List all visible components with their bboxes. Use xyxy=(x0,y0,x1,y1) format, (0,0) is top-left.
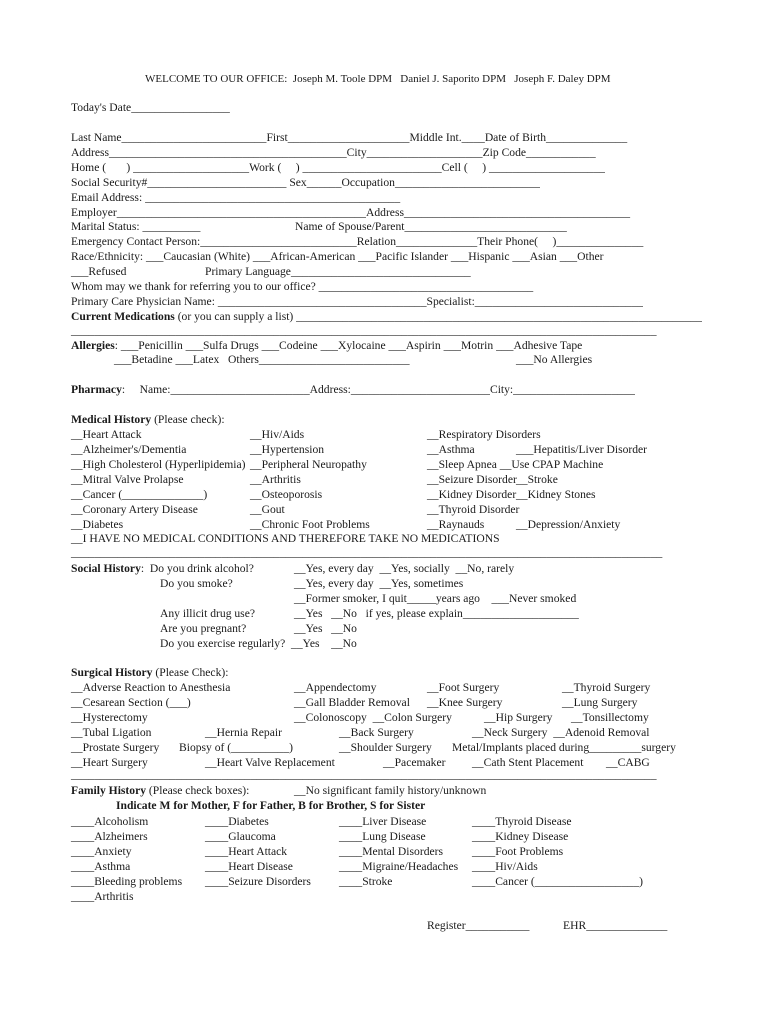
smoke-options[interactable]: __Yes, every day __Yes, sometimes xyxy=(294,577,464,590)
family-history-item[interactable]: ____Cancer (__________________) xyxy=(472,875,643,888)
office-header: WELCOME TO OUR OFFICE: Joseph M. Toole DPM Daniel J. Saporito DPM Joseph F. Daley DPM xyxy=(145,73,611,85)
surgical-history-item[interactable]: __Cath Stent Placement xyxy=(472,756,584,769)
surgical-history-item[interactable]: __Tubal Ligation xyxy=(71,726,152,739)
family-history-item[interactable]: ____Heart Attack xyxy=(205,845,288,858)
exercise-question[interactable]: Do you exercise regularly? __Yes __No xyxy=(160,637,357,650)
medical-history-item[interactable]: __Diabetes xyxy=(71,518,124,531)
register-field[interactable]: Register___________ xyxy=(427,919,530,932)
medical-history-item[interactable]: __Hiv/Aids xyxy=(250,428,305,441)
surgical-history-item[interactable]: __Hip Surgery xyxy=(484,711,553,724)
medical-history-item[interactable]: __Stroke xyxy=(516,473,558,486)
surgical-history-item[interactable]: __Appendectomy xyxy=(294,681,377,694)
medications-field[interactable]: (or you can supply a list) ______________________________________________________________________ xyxy=(174,310,702,323)
medical-history-item[interactable]: __Mitral Valve Prolapse xyxy=(71,473,184,486)
name-dob-row[interactable]: Last Name_________________________First_____________________Middle Int.____Date of Birth______________ xyxy=(71,131,628,144)
medical-history-item[interactable]: __Depression/Anxiety xyxy=(516,518,621,531)
medical-history-item[interactable]: __Asthma xyxy=(427,443,475,456)
medical-history-item[interactable]: __Seizure Disorder xyxy=(427,473,517,486)
surgical-history-item[interactable]: __Hysterectomy xyxy=(71,711,148,724)
allergies-row[interactable] xyxy=(71,338,582,353)
surgical-history-item[interactable]: __Adverse Reaction to Anesthesia xyxy=(71,681,231,694)
medications-label: Current Medications xyxy=(71,310,175,323)
family-history-item[interactable]: ____Kidney Disease xyxy=(472,830,569,843)
todays-date-field[interactable]: Today's Date_________________ xyxy=(71,101,230,114)
medical-history-item[interactable]: __Chronic Foot Problems xyxy=(250,518,370,531)
family-history-item[interactable]: ____Bleeding problems xyxy=(71,875,183,888)
medications-row[interactable] xyxy=(71,309,702,324)
surgical-history-item[interactable]: __CABG xyxy=(606,756,650,769)
medical-history-item[interactable]: __Alzheimer's/Dementia xyxy=(71,443,187,456)
ssn-sex-occupation-row[interactable]: Social Security#________________________ Sex______Occupation_________________________ xyxy=(71,176,540,189)
section-divider-2: _____________________________________________________________________________________________________ xyxy=(71,768,657,781)
family-history-item[interactable]: ____Heart Disease xyxy=(205,860,293,873)
medical-history-item[interactable]: __Thyroid Disorder xyxy=(427,503,520,516)
surgical-history-item[interactable]: __Pacemaker xyxy=(383,756,446,769)
surgical-history-item[interactable]: Metal/Implants placed during_________surgery xyxy=(452,741,676,754)
pregnant-question: Are you pregnant? xyxy=(160,622,247,635)
medical-history-item[interactable]: __Raynauds xyxy=(427,518,485,531)
allergies-label: Allergies xyxy=(71,339,115,352)
marital-status-field[interactable]: Marital Status: __________ xyxy=(71,220,201,233)
surgical-history-item[interactable]: __Foot Surgery xyxy=(427,681,500,694)
family-history-item[interactable]: ____Asthma xyxy=(71,860,131,873)
no-family-history-option[interactable]: __No significant family history/unknown xyxy=(294,784,487,797)
ehr-field[interactable]: EHR______________ xyxy=(563,919,668,932)
medical-history-item[interactable]: __Kidney Stones xyxy=(516,488,596,501)
family-history-item[interactable]: ____Stroke xyxy=(339,875,393,888)
surgical-history-item[interactable]: __Shoulder Surgery xyxy=(339,741,432,754)
medical-history-item[interactable]: __High Cholesterol (Hyperlipidemia) xyxy=(71,458,246,471)
family-history-item[interactable]: ____Arthritis xyxy=(71,890,134,903)
medical-history-item[interactable]: __Gout xyxy=(250,503,285,516)
surgical-history-item[interactable]: Biopsy of (__________) xyxy=(179,741,294,754)
surgical-history-heading: Surgical History (Please Check): xyxy=(71,666,229,679)
allergies-row-2[interactable]: ___Betadine ___Latex Others__________________________ xyxy=(114,353,410,366)
referral-row[interactable]: Whom may we thank for referring you to our office? _____________________________________ xyxy=(71,280,534,293)
surgical-history-item[interactable]: __Prostate Surgery xyxy=(71,741,160,754)
surgical-history-item[interactable]: __Back Surgery xyxy=(339,726,414,739)
medical-history-item[interactable]: __Sleep Apnea __Use CPAP Machine xyxy=(427,458,604,471)
race-ethnicity-row[interactable]: Race/Ethnicity: ___Caucasian (White) ___African-American ___Pacific Islander ___Hispanic ___Asian ___Other xyxy=(71,250,604,263)
family-history-item[interactable]: ____Alcoholism xyxy=(71,815,149,828)
family-history-item[interactable]: ____Diabetes xyxy=(205,815,269,828)
allergies-options[interactable]: : ___Penicillin ___Sulfa Drugs ___Codeine ___Xylocaine ___Aspirin ___Motrin ___Adhesive Tape xyxy=(114,339,583,352)
surgical-history-item[interactable]: __Hernia Repair xyxy=(205,726,282,739)
medical-history-item[interactable]: __Hypertension xyxy=(250,443,325,456)
medications-line-2[interactable]: _____________________________________________________________________________________________________ xyxy=(71,324,657,337)
physician-row[interactable]: Primary Care Physician Name: ____________________________________Specialist:_____________________________ xyxy=(71,295,643,308)
medical-history-item[interactable]: __Cancer (______________) xyxy=(71,488,208,501)
family-history-item[interactable]: ____Hiv/Aids xyxy=(472,860,538,873)
medical-history-item[interactable]: __Arthritis xyxy=(250,473,301,486)
medical-history-item[interactable]: __Osteoporosis xyxy=(250,488,323,501)
pregnant-options[interactable]: __Yes __No xyxy=(294,622,357,635)
surgical-history-item[interactable]: __Colonoscopy __Colon Surgery xyxy=(294,711,452,724)
social-alcohol-question: Social History: Do you drink alcohol? xyxy=(71,562,254,575)
family-history-item[interactable]: ____Thyroid Disease xyxy=(472,815,572,828)
surgical-history-item[interactable]: __Cesarean Section (___) xyxy=(71,696,191,709)
medical-history-item[interactable]: __Coronary Artery Disease xyxy=(71,503,198,516)
family-history-item[interactable]: ____Liver Disease xyxy=(339,815,427,828)
pharmacy-label: Pharmacy xyxy=(71,383,122,396)
family-history-item[interactable]: ____Anxiety xyxy=(71,845,132,858)
surgical-history-item[interactable]: __Gall Bladder Removal xyxy=(294,696,410,709)
smoke-question: Do you smoke? xyxy=(160,577,233,590)
email-row[interactable]: Email Address: ____________________________________________ xyxy=(71,191,401,204)
address-row[interactable]: Address_________________________________________City____________________Zip Code____________ xyxy=(71,146,596,159)
family-history-item[interactable]: ____Migraine/Headaches xyxy=(339,860,459,873)
spouse-parent-field[interactable]: Name of Spouse/Parent____________________________ xyxy=(295,220,567,233)
emergency-contact-row[interactable]: Emergency Contact Person:___________________________Relation______________Their Phone( )_______________ xyxy=(71,235,644,248)
family-history-heading: Family History (Please check boxes): xyxy=(71,784,250,797)
family-history-item[interactable]: ____Lung Disease xyxy=(339,830,426,843)
no-medical-conditions-option[interactable]: __I HAVE NO MEDICAL CONDITIONS AND THEREFORE TAKE NO MEDICATIONS xyxy=(71,532,500,545)
family-indicate-instructions: Indicate M for Mother, F for Father, B for Brother, S for Sister xyxy=(116,799,426,812)
family-history-item[interactable]: ____Glaucoma xyxy=(205,830,276,843)
pharmacy-fields[interactable]: : Name:________________________Address:________________________City:_____________________ xyxy=(121,383,635,396)
family-history-item[interactable]: ____Foot Problems xyxy=(472,845,564,858)
family-history-item[interactable]: ____Seizure Disorders xyxy=(205,875,311,888)
refused-option[interactable]: ___Refused xyxy=(71,265,127,278)
medical-history-item[interactable]: __Heart Attack xyxy=(71,428,142,441)
family-history-item[interactable]: ____Alzheimers xyxy=(71,830,148,843)
employer-row[interactable]: Employer___________________________________________Address_______________________________________ xyxy=(71,206,631,219)
surgical-history-item[interactable]: __Tonsillectomy xyxy=(571,711,649,724)
surgical-history-item[interactable]: __Neck Surgery __Adenoid Removal xyxy=(472,726,650,739)
drug-use-question: Any illicit drug use? xyxy=(160,607,255,620)
drug-use-options[interactable]: __Yes __No if yes, please explain____________________ xyxy=(294,607,579,620)
section-divider: ______________________________________________________________________________________________________ xyxy=(71,546,663,559)
surgical-history-item[interactable]: __Thyroid Surgery xyxy=(562,681,651,694)
medical-history-heading: Medical History (Please check): xyxy=(71,413,225,426)
surgical-history-item[interactable]: __Knee Surgery xyxy=(427,696,503,709)
medical-history-item[interactable]: __Kidney Disorder xyxy=(427,488,517,501)
surgical-history-item[interactable]: __Heart Valve Replacement xyxy=(205,756,335,769)
phone-row[interactable]: Home ( ) ____________________Work ( ) ________________________Cell ( ) ____________________ xyxy=(71,161,605,174)
medical-history-item[interactable]: __Respiratory Disorders xyxy=(427,428,541,441)
medical-history-item[interactable]: ___Hepatitis/Liver Disorder xyxy=(516,443,648,456)
medical-history-item[interactable]: __Peripheral Neuropathy xyxy=(250,458,367,471)
surgical-history-item[interactable]: __Heart Surgery xyxy=(71,756,148,769)
family-history-item[interactable]: ____Mental Disorders xyxy=(339,845,444,858)
former-smoker-options[interactable]: __Former smoker, I quit_____years ago ___Never smoked xyxy=(294,592,577,605)
alcohol-options[interactable]: __Yes, every day __Yes, socially __No, rarely xyxy=(294,562,515,575)
pharmacy-row[interactable] xyxy=(71,382,635,397)
surgical-history-item[interactable]: __Lung Surgery xyxy=(562,696,638,709)
no-allergies-option[interactable]: ___No Allergies xyxy=(516,353,593,366)
primary-language-field[interactable]: Primary Language_______________________________ xyxy=(205,265,471,278)
